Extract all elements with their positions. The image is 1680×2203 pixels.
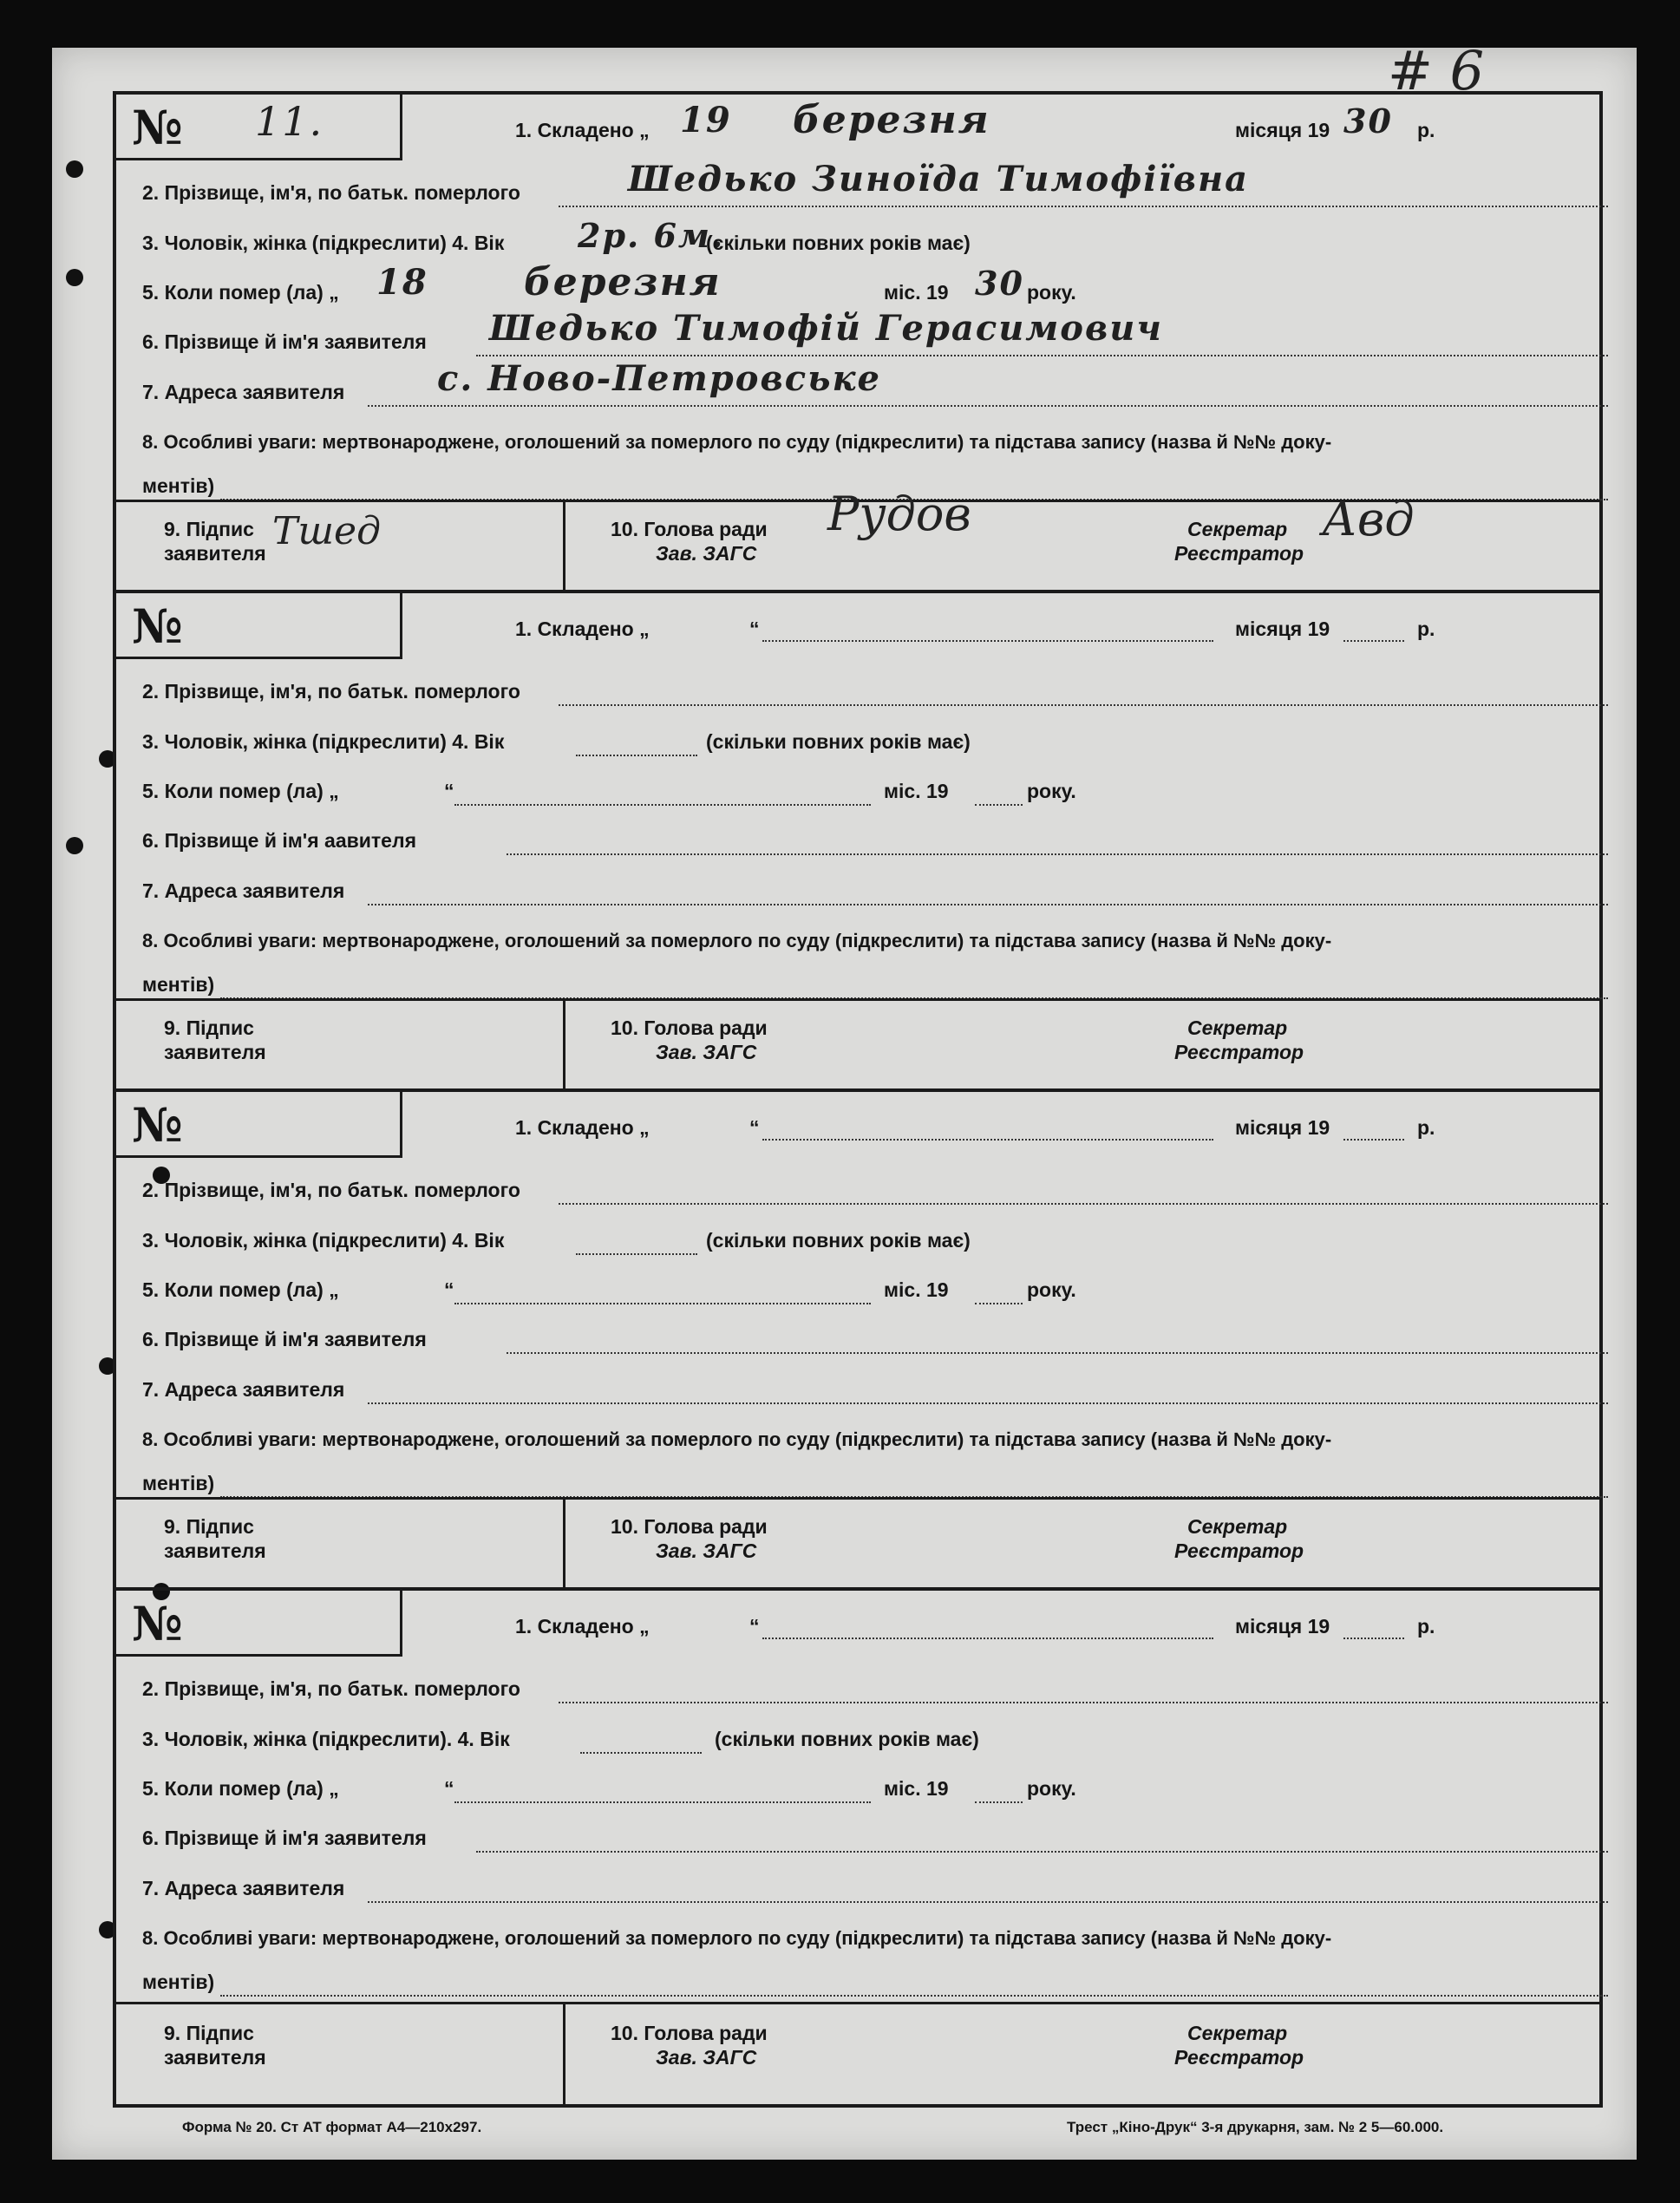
surname-line bbox=[559, 704, 1608, 706]
year-line bbox=[1343, 1139, 1404, 1141]
head-label-2: Зав. ЗАГС bbox=[656, 1539, 757, 1562]
notes-tail: ментів) bbox=[142, 1971, 215, 1993]
secretary-label-1: Секретар bbox=[1187, 2022, 1288, 2044]
applicant-addr-label: 7. Адреса заявителя bbox=[142, 879, 345, 902]
applicant-addr-label: 7. Адреса заявителя bbox=[142, 1378, 345, 1401]
sex-label: 3. Чоловік, жінка (підкреслити) 4. Вік bbox=[142, 232, 505, 254]
surname-label: 2. Прізвище, ім'я, по батьк. померлого bbox=[142, 181, 520, 204]
applicant-addr-line bbox=[368, 405, 1608, 407]
died-label: 5. Коли помер (ла) „ bbox=[142, 1777, 339, 1800]
footer-form-info: Форма № 20. Ст АТ формат А4—210x297. bbox=[182, 2119, 482, 2135]
composed-label: 1. Складено „ bbox=[515, 1116, 650, 1139]
head-label-1: 10. Голова ради bbox=[611, 1515, 768, 1538]
mis-label: міс. 19 bbox=[884, 1777, 949, 1800]
secretary-signature: Авд bbox=[1322, 492, 1415, 546]
record-4 bbox=[116, 1591, 1599, 2104]
roku-label: року. bbox=[1027, 780, 1076, 802]
applicant-signature: Тшед bbox=[272, 509, 381, 553]
sig-applicant-label-1: 9. Підпис bbox=[164, 1515, 254, 1538]
signature-row bbox=[116, 1497, 1599, 1587]
death-day: 18 bbox=[376, 262, 428, 303]
age-note: (скільки повних років має) bbox=[706, 730, 971, 753]
surname-line bbox=[559, 1203, 1608, 1205]
number-label: № bbox=[132, 598, 183, 654]
applicant-addr-line bbox=[368, 904, 1608, 905]
quote-open: “ bbox=[749, 1615, 760, 1638]
applicant-addr-label: 7. Адреса заявителя bbox=[142, 1877, 345, 1899]
notes-tail: ментів) bbox=[142, 474, 215, 497]
sex-label: 3. Чоловік, жінка (підкреслити) 4. Вік bbox=[142, 730, 505, 753]
r-label: р. bbox=[1417, 119, 1435, 141]
composed-label: 1. Складено „ bbox=[515, 1615, 650, 1638]
deceased-name: Шедько Зиноїда Тимофіївна bbox=[628, 159, 1250, 199]
mis-label: міс. 19 bbox=[884, 281, 949, 304]
composed-line bbox=[762, 1638, 1213, 1639]
record-2 bbox=[116, 593, 1599, 1092]
year-line bbox=[1343, 1638, 1404, 1639]
punch-hole bbox=[66, 160, 83, 178]
head-label-2: Зав. ЗАГС bbox=[656, 2046, 757, 2069]
signature-divider bbox=[563, 1500, 565, 1587]
death-date-line bbox=[454, 1303, 871, 1304]
composed-day: 19 bbox=[680, 100, 732, 141]
head-label-2: Зав. ЗАГС bbox=[656, 1041, 757, 1063]
death-month: березня bbox=[524, 260, 722, 304]
secretary-label-1: Секретар bbox=[1187, 1515, 1288, 1538]
signature-row bbox=[116, 998, 1599, 1088]
notes-label: 8. Особливі уваги: мертвонароджене, оголошений за померлого по суду (підкреслити) та підстава запису (назва й №№ доку- bbox=[142, 431, 1332, 453]
secretary-label-2: Реєстратор bbox=[1174, 1539, 1304, 1562]
notes-tail: ментів) bbox=[142, 1472, 215, 1494]
death-date-line bbox=[454, 1801, 871, 1803]
sig-applicant-label-2: заявителя bbox=[164, 542, 266, 565]
roku-label: року. bbox=[1027, 1777, 1076, 1800]
applicant-addr-line bbox=[368, 1402, 1608, 1404]
record-number-box bbox=[116, 95, 402, 160]
document-sheet bbox=[52, 39, 1637, 2160]
secretary-label-2: Реєстратор bbox=[1174, 1041, 1304, 1063]
age-line bbox=[576, 755, 697, 756]
death-records-form bbox=[113, 91, 1603, 2108]
applicant-name-label: 6. Прізвище й ім'я заявителя bbox=[142, 1328, 427, 1350]
sig-applicant-label-1: 9. Підпис bbox=[164, 2022, 254, 2044]
number-label: № bbox=[132, 1596, 183, 1651]
corner-mark: # 6 bbox=[1388, 39, 1485, 102]
death-year-line bbox=[975, 1303, 1023, 1304]
footer-printer-info: Трест „Кіно-Друк“ 3-я друкарня, зам. № 2 5—60.000. bbox=[1067, 2119, 1444, 2135]
age-line bbox=[576, 1253, 697, 1255]
quote-open: “ bbox=[444, 780, 454, 802]
mis-label: міс. 19 bbox=[884, 780, 949, 802]
applicant-name-line bbox=[476, 355, 1608, 356]
applicant-addr-line bbox=[368, 1901, 1608, 1903]
applicant-addr-value: с. Ново-Петровське bbox=[437, 358, 881, 399]
r-label: р. bbox=[1417, 1116, 1435, 1139]
death-year-line bbox=[975, 804, 1023, 806]
applicant-name-label: 6. Прізвище й ім'я заявителя bbox=[142, 330, 427, 353]
record-number-box bbox=[116, 1591, 402, 1657]
head-label-2: Зав. ЗАГС bbox=[656, 542, 757, 565]
composed-label: 1. Складено „ bbox=[515, 618, 650, 640]
death-date-line bbox=[454, 804, 871, 806]
quote-open: “ bbox=[444, 1777, 454, 1800]
signature-divider bbox=[563, 1001, 565, 1088]
died-label: 5. Коли помер (ла) „ bbox=[142, 1278, 339, 1301]
number-label: № bbox=[132, 100, 183, 155]
record-number-box bbox=[116, 593, 402, 659]
age-line bbox=[580, 1752, 702, 1754]
age-note: (скільки повних років має) bbox=[706, 232, 971, 254]
month-label: місяця 19 bbox=[1235, 1615, 1330, 1638]
applicant-name-line bbox=[507, 853, 1608, 855]
record-1 bbox=[116, 95, 1599, 593]
composed-label: 1. Складено „ bbox=[515, 119, 650, 141]
month-label: місяця 19 bbox=[1235, 1116, 1330, 1139]
quote-open: “ bbox=[444, 1278, 454, 1301]
signature-row bbox=[116, 487, 1599, 590]
applicant-name-value: Шедько Тимофій Герасимович bbox=[489, 308, 1163, 349]
applicant-name-label: 6. Прізвище й ім'я заявителя bbox=[142, 1827, 427, 1849]
notes-label: 8. Особливі уваги: мертвонароджене, оголошений за померлого по суду (підкреслити) та підстава запису (назва й №№ доку- bbox=[142, 1428, 1332, 1450]
notes-label: 8. Особливі уваги: мертвонароджене, оголошений за померлого по суду (підкреслити) та підстава запису (назва й №№ доку- bbox=[142, 1927, 1332, 1949]
surname-label: 2. Прізвище, ім'я, по батьк. померлого bbox=[142, 1677, 520, 1700]
head-label-1: 10. Голова ради bbox=[611, 518, 768, 540]
composed-line bbox=[762, 640, 1213, 642]
surname-line bbox=[559, 206, 1608, 207]
r-label: р. bbox=[1417, 1615, 1435, 1638]
died-label: 5. Коли помер (ла) „ bbox=[142, 281, 339, 304]
punch-hole bbox=[66, 837, 83, 854]
age-note: (скільки повних років має) bbox=[715, 1728, 979, 1750]
surname-line bbox=[559, 1702, 1608, 1703]
applicant-name-line bbox=[476, 1851, 1608, 1853]
applicant-name-line bbox=[507, 1352, 1608, 1354]
signature-divider bbox=[563, 502, 565, 590]
surname-label: 2. Прізвище, ім'я, по батьк. померлого bbox=[142, 680, 520, 703]
head-label-1: 10. Голова ради bbox=[611, 2022, 768, 2044]
head-label-1: 10. Голова ради bbox=[611, 1017, 768, 1039]
quote-open: “ bbox=[749, 1116, 760, 1139]
record-number-value: 11. bbox=[255, 98, 324, 145]
secretary-label-1: Секретар bbox=[1187, 518, 1288, 540]
r-label: р. bbox=[1417, 618, 1435, 640]
applicant-name-label: 6. Прізвище й ім'я аавителя bbox=[142, 829, 417, 852]
death-year: 30 bbox=[975, 264, 1024, 303]
year-line bbox=[1343, 640, 1404, 642]
sig-applicant-label-2: заявителя bbox=[164, 2046, 266, 2069]
surname-label: 2. Прізвище, ім'я, по батьк. померлого bbox=[142, 1179, 520, 1201]
sig-applicant-label-1: 9. Підпис bbox=[164, 518, 254, 540]
notes-tail: ментів) bbox=[142, 973, 215, 996]
punch-hole bbox=[66, 269, 83, 286]
died-label: 5. Коли помер (ла) „ bbox=[142, 780, 339, 802]
secretary-label-1: Секретар bbox=[1187, 1017, 1288, 1039]
composed-year: 30 bbox=[1343, 101, 1393, 141]
composed-line bbox=[762, 1139, 1213, 1141]
month-label: місяця 19 bbox=[1235, 618, 1330, 640]
death-year-line bbox=[975, 1801, 1023, 1803]
applicant-addr-label: 7. Адреса заявителя bbox=[142, 381, 345, 403]
head-signature: Рудов bbox=[827, 487, 971, 541]
age-note: (скільки повних років має) bbox=[706, 1229, 971, 1252]
secretary-label-2: Реєстратор bbox=[1174, 2046, 1304, 2069]
notes-label: 8. Особливі уваги: мертвонароджене, оголошений за померлого по суду (підкреслити) та підстава запису (назва й №№ доку- bbox=[142, 930, 1332, 951]
sex-label: 3. Чоловік, жінка (підкреслити) 4. Вік bbox=[142, 1229, 505, 1252]
quote-open: “ bbox=[749, 618, 760, 640]
sig-applicant-label-1: 9. Підпис bbox=[164, 1017, 254, 1039]
sig-applicant-label-2: заявителя bbox=[164, 1041, 266, 1063]
notes-line bbox=[220, 1995, 1608, 1997]
sig-applicant-label-2: заявителя bbox=[164, 1539, 266, 1562]
signature-divider bbox=[563, 2004, 565, 2104]
record-number-box bbox=[116, 1092, 402, 1158]
signature-row bbox=[116, 2002, 1599, 2104]
mis-label: міс. 19 bbox=[884, 1278, 949, 1301]
record-3 bbox=[116, 1092, 1599, 1591]
age-value: 2р. 6м. bbox=[578, 216, 725, 255]
number-label: № bbox=[132, 1097, 183, 1153]
month-label: місяця 19 bbox=[1235, 119, 1330, 141]
secretary-label-2: Реєстратор bbox=[1174, 542, 1304, 565]
sex-label: 3. Чоловік, жінка (підкреслити). 4. Вік bbox=[142, 1728, 510, 1750]
roku-label: року. bbox=[1027, 281, 1076, 304]
composed-month: березня bbox=[793, 98, 990, 142]
roku-label: року. bbox=[1027, 1278, 1076, 1301]
